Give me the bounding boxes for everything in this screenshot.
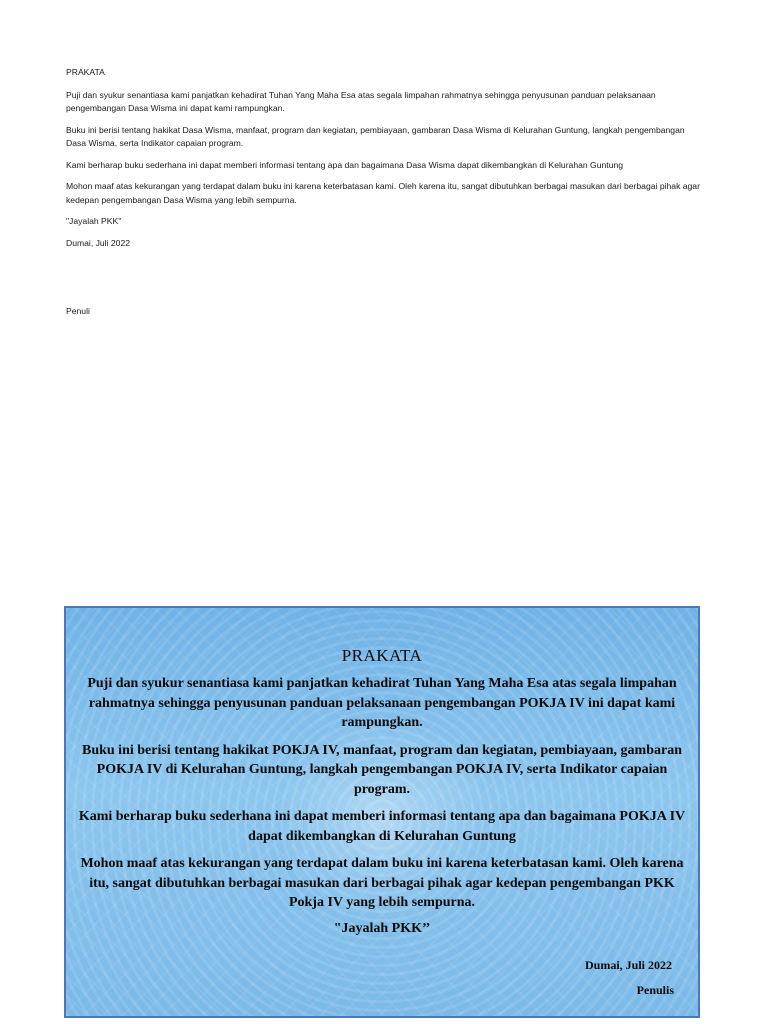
preface-paragraph-1: Puji dan syukur senantiasa kami panjatkan kehadirat Tuhan Yang Maha Esa atas segala limpahan rahmatnya sehingga penyusunan panduan pelaksanaan pengembangan Dasa Wisma ini dapat kami rampungkan. xyxy=(66,89,656,113)
card-motto: "Jayalah PKK’’ xyxy=(333,920,431,936)
card-paragraph-4: Mohon maaf atas kekurangan yang terdapat dalam buku ini karena keterbatasan kami. Oleh karena itu, sangat dibutuhkan berbagai masukan dari berbagai pihak agar kedepan pengembangan PKK Pokja IV yang lebih sempurna. xyxy=(80,856,684,910)
preface-author: Penuli xyxy=(66,306,90,316)
preface-motto: "Jayalah PKK'' xyxy=(66,216,122,226)
card-paragraph-3: Kami berharap buku sederhana ini dapat memberi informasi tentang apa dan bagaimana POKJA IV dapat dikembangkan di Kelurahan Guntung xyxy=(78,809,686,844)
preface-paragraph-4: Mohon maaf atas kekurangan yang terdapat dalam buku ini karena keterbatasan kami. Oleh karena itu, sangat dibutuhkan berbagai masukan dari berbagai pihak agar kedepan pengembangan Dasa Wisma yang lebih sempurna. xyxy=(66,181,700,205)
card-paragraph-1: Puji dan syukur senantiasa kami panjatkan kehadirat Tuhan Yang Maha Esa atas segala limpahan rahmatnya sehingga penyusunan panduan pelaksanaan pengembangan POKJA IV ini dapat kami rampungkan. xyxy=(87,676,677,730)
preface-paragraph-3: Kami berharap buku sederhana ini dapat memberi informasi tentang apa dan bagaimana Dasa Wisma dapat dikembangkan di Kelurahan Guntung xyxy=(66,159,624,170)
preface-card xyxy=(64,606,700,1018)
card-title: PRAKATA xyxy=(341,646,423,665)
card-paragraph-2: Buku ini berisi tentang hakikat POKJA IV, manfaat, program dan kegiatan, pembiayaan, gambaran POKJA IV di Kelurahan Guntung, langkah pengembangan POKJA IV, serta Indikator capaian program. xyxy=(81,742,683,797)
preface-card-body xyxy=(76,646,688,937)
preface-paragraph-2: Buku ini berisi tentang hakikat Dasa Wisma, manfaat, program dan kegiatan, pembiayaan, gambaran Dasa Wisma di Kelurahan Guntung, langkah pengembangan Dasa Wisma, serta Indikator capaian program. xyxy=(66,124,685,148)
card-author: Penulis xyxy=(636,983,674,997)
preface-date: Dumai, Juli 2022 xyxy=(66,237,131,248)
preface-title: PRAKATA xyxy=(66,67,105,77)
preface-text-page xyxy=(66,66,706,327)
card-date: Dumai, Juli 2022 xyxy=(584,958,672,972)
